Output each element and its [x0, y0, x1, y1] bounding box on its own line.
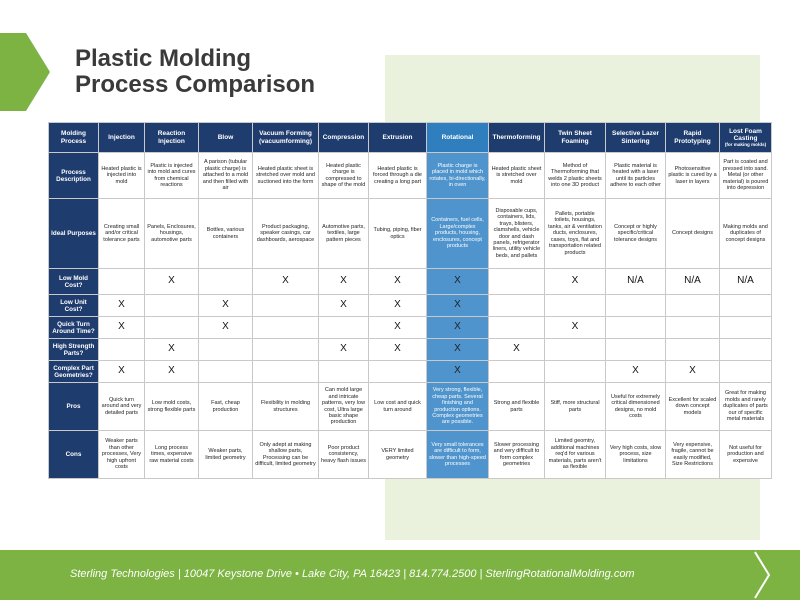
- table-cell: Limited geomtry, additional machines req'd for various materials, parts aren't as flexible: [545, 431, 606, 479]
- table-mark-cell: [489, 317, 545, 339]
- footer-text: Sterling Technologies | 10047 Keystone Drive • Lake City, PA 16423 | 814.774.2500 | SterlingRotationalMolding.com: [70, 568, 635, 580]
- table-cell: Part is coated and pressed into sand. Metal (or other material) is poured into depression: [720, 153, 772, 199]
- table-mark-cell: X: [666, 361, 720, 383]
- row-label: Complex Part Geometries?: [49, 361, 99, 383]
- table-mark-cell: X: [199, 295, 253, 317]
- column-header-label: Compression: [322, 133, 365, 141]
- header-row: [49, 123, 772, 153]
- table-cell: Heated plastic sheet is stretched over mold: [489, 153, 545, 199]
- column-header-label: Twin Sheet Foaming: [558, 130, 592, 145]
- table-mark-cell: [145, 295, 199, 317]
- table-mark-cell: [545, 295, 606, 317]
- column-header-label: Selective Lazer Sintering: [612, 130, 659, 145]
- table-mark-cell: X: [427, 339, 489, 361]
- table-cell: Poor product consistency, heavy flash issues: [319, 431, 369, 479]
- table-mark-cell: X: [369, 269, 427, 295]
- table-cell: Plastic is injected into mold and cures from chemical reactions: [145, 153, 199, 199]
- header-corner: Molding Process: [49, 123, 99, 153]
- column-header: [489, 123, 545, 153]
- title-line-1: Plastic Molding: [75, 45, 252, 72]
- table-cell: Pallets, portable toilets, housings, tanks, air & ventilation ducts, enclosures, cases, toys, flat and transportation related products: [545, 199, 606, 269]
- table-mark-cell: X: [489, 339, 545, 361]
- table-mark-cell: X: [427, 361, 489, 383]
- column-header: [427, 123, 489, 153]
- table-mark-cell: [253, 361, 319, 383]
- table-cell: Making molds and duplicates of concept designs: [720, 199, 772, 269]
- table-cell: Excellent for scaled down concept models: [666, 383, 720, 431]
- chevron-right-icon: [752, 550, 772, 600]
- column-header-label: Blow: [217, 133, 234, 141]
- table-mark-cell: [199, 361, 253, 383]
- row-label: Process Description: [49, 153, 99, 199]
- row-label: High Strength Parts?: [49, 339, 99, 361]
- table-mark-cell: [319, 361, 369, 383]
- table-cell: Heated plastic charge is compressed to shape of the mold: [319, 153, 369, 199]
- table-mark-cell: [369, 361, 427, 383]
- column-header-label: Extrusion: [382, 133, 413, 141]
- row-label: Ideal Purposes: [49, 199, 99, 269]
- table-cell: Method of Thermoforming that welds 2 plastic sheets into one 3D product: [545, 153, 606, 199]
- table-mark-cell: [253, 339, 319, 361]
- table-cell: Very small tolerances are difficult to form, slower than high-speed processes: [427, 431, 489, 479]
- table-cell: Low cost and quick turn around: [369, 383, 427, 431]
- column-header-subtitle: (for making molds): [724, 142, 767, 148]
- column-header: [720, 123, 772, 153]
- column-header: [145, 123, 199, 153]
- table-mark-cell: [720, 361, 772, 383]
- table-cell: Product packaging, speaker casings, car dashboards, aerospace: [253, 199, 319, 269]
- table-cell: Flexibility in molding structures: [253, 383, 319, 431]
- table-mark-cell: X: [145, 361, 199, 383]
- table-mark-cell: [199, 269, 253, 295]
- table-mark-cell: [666, 339, 720, 361]
- table-mark-cell: [720, 295, 772, 317]
- table-cell: Bottles, various containers: [199, 199, 253, 269]
- table-row: [49, 269, 772, 295]
- table-mark-cell: [545, 361, 606, 383]
- table-mark-cell: [606, 317, 666, 339]
- table-mark-cell: [199, 339, 253, 361]
- table-body: [49, 153, 772, 479]
- table-cell: Very high costs, slow process, size limitations: [606, 431, 666, 479]
- table-mark-cell: X: [369, 317, 427, 339]
- table-row: [49, 153, 772, 199]
- table-row: [49, 199, 772, 269]
- column-header-label: Reaction Injection: [157, 130, 186, 145]
- table-cell: Creating small and/or critical tolerance parts: [99, 199, 145, 269]
- table-cell: Great for making molds and rarely duplicates of parts our of specific metal materials: [720, 383, 772, 431]
- table-cell: Heated plastic is forced through a die creating a long part: [369, 153, 427, 199]
- table-cell: Slower processing and very difficult to form complex geometries: [489, 431, 545, 479]
- table-cell: Heated plastic is injected into mold: [99, 153, 145, 199]
- table-row: [49, 383, 772, 431]
- table-mark-cell: N/A: [606, 269, 666, 295]
- chevron-right-icon: [0, 33, 50, 111]
- row-label: Cons: [49, 431, 99, 479]
- table-cell: Automotive parts, textiles, large pattern pieces: [319, 199, 369, 269]
- table-cell: Disposable cups, containers, lids, trays, blisters, clamshells, vehicle door and dash panels, refrigerator liners, utility vehicle beds, and pallets: [489, 199, 545, 269]
- column-header-label: Injection: [108, 133, 135, 141]
- table-mark-cell: X: [606, 361, 666, 383]
- table-cell: Can mold large and intricate patterns, very low cost, Ultra large basic shape production: [319, 383, 369, 431]
- table-mark-cell: [489, 269, 545, 295]
- table-cell: Long process times, expensive raw material costs: [145, 431, 199, 479]
- table-row: [49, 431, 772, 479]
- table-cell: Photosensitive plastic is cured by a laser in layers: [666, 153, 720, 199]
- column-header: [319, 123, 369, 153]
- table-mark-cell: [606, 295, 666, 317]
- table-row: [49, 339, 772, 361]
- table-mark-cell: N/A: [720, 269, 772, 295]
- column-header: [666, 123, 720, 153]
- title-line-2: Process Comparison: [75, 71, 316, 98]
- table-mark-cell: X: [427, 269, 489, 295]
- table-mark-cell: X: [369, 295, 427, 317]
- column-header: [99, 123, 145, 153]
- table-cell: Plastic charge is placed in mold which rotates, bi-directionally, in oven: [427, 153, 489, 199]
- table-cell: Tubing, piping, fiber optics: [369, 199, 427, 269]
- table-mark-cell: [319, 317, 369, 339]
- table-row: [49, 317, 772, 339]
- table-mark-cell: X: [545, 317, 606, 339]
- table-cell: Quick turn around and very detailed parts: [99, 383, 145, 431]
- table-mark-cell: X: [427, 295, 489, 317]
- table-mark-cell: X: [99, 361, 145, 383]
- table-mark-cell: X: [253, 269, 319, 295]
- page-title: [75, 46, 315, 98]
- table-mark-cell: [720, 339, 772, 361]
- table-mark-cell: [99, 269, 145, 295]
- row-label: Pros: [49, 383, 99, 431]
- table-cell: Stiff, more structural parts: [545, 383, 606, 431]
- table-cell: Strong and flexible parts: [489, 383, 545, 431]
- table-cell: Containers, fuel cells, Large/complex products, housing, enclosures, concept products: [427, 199, 489, 269]
- table-mark-cell: X: [369, 339, 427, 361]
- column-header-label: Rotational: [441, 133, 474, 141]
- table-mark-cell: X: [319, 295, 369, 317]
- table-cell: A parison (tubular plastic charge) is attached to a mold and then filled with air: [199, 153, 253, 199]
- table-cell: Plastic material is heated with a laser until its particles adhere to each other: [606, 153, 666, 199]
- table-mark-cell: [666, 317, 720, 339]
- column-header: [369, 123, 427, 153]
- table-row: [49, 295, 772, 317]
- comparison-table: [48, 122, 772, 479]
- table-mark-cell: N/A: [666, 269, 720, 295]
- column-header-label: Thermoforming: [492, 133, 541, 141]
- table-mark-cell: X: [145, 339, 199, 361]
- table-mark-cell: [253, 295, 319, 317]
- row-label: Low Mold Cost?: [49, 269, 99, 295]
- table-mark-cell: X: [545, 269, 606, 295]
- table-mark-cell: X: [99, 317, 145, 339]
- column-header-label: Rapid Prototyping: [674, 130, 711, 145]
- column-header: [199, 123, 253, 153]
- table-cell: Fast, cheap production: [199, 383, 253, 431]
- table-header: [49, 123, 772, 153]
- table-cell: Concept or highly specific/critical tolerance designs: [606, 199, 666, 269]
- table-mark-cell: [145, 317, 199, 339]
- table-mark-cell: [489, 361, 545, 383]
- table-cell: Only adept at making shallow parts, Processing can be difficult, limited geometry: [253, 431, 319, 479]
- table-mark-cell: [720, 317, 772, 339]
- column-header: [606, 123, 666, 153]
- table-mark-cell: [545, 339, 606, 361]
- table-mark-cell: [99, 339, 145, 361]
- row-label: Quick Turn Around Time?: [49, 317, 99, 339]
- table-cell: Concept designs: [666, 199, 720, 269]
- column-header: [545, 123, 606, 153]
- table-cell: Weaker parts, limited geometry: [199, 431, 253, 479]
- table-mark-cell: [606, 339, 666, 361]
- table-mark-cell: X: [319, 339, 369, 361]
- table-mark-cell: X: [99, 295, 145, 317]
- table-cell: Low mold costs, strong flexible parts: [145, 383, 199, 431]
- table-mark-cell: X: [145, 269, 199, 295]
- row-label: Low Unit Cost?: [49, 295, 99, 317]
- table-cell: Heated plastic sheet is stretched over mold and suctioned into the form: [253, 153, 319, 199]
- table-mark-cell: X: [199, 317, 253, 339]
- table-mark-cell: X: [427, 317, 489, 339]
- table-cell: Very expensive, fragile, cannot be easily modified, Size Restrictions: [666, 431, 720, 479]
- table-cell: Useful for extremely critical dimensioned designs, no mold costs: [606, 383, 666, 431]
- column-header: [253, 123, 319, 153]
- table-mark-cell: X: [319, 269, 369, 295]
- table-mark-cell: [253, 317, 319, 339]
- table-cell: Very strong, flexible, cheap parts. Several finishing and production options. Complex geometries are possible.: [427, 383, 489, 431]
- table-cell: Weaker parts than other processes, Very high upfront costs: [99, 431, 145, 479]
- column-header-label: Vacuum Forming (vacuumforming): [258, 130, 313, 145]
- table-mark-cell: [489, 295, 545, 317]
- column-header-label: Lost Foam Casting: [729, 127, 762, 142]
- table-cell: Not useful for production and expensive: [720, 431, 772, 479]
- table-cell: Panels, Enclosures, housings, automotive parts: [145, 199, 199, 269]
- table-cell: VERY limited geometry: [369, 431, 427, 479]
- table-row: [49, 361, 772, 383]
- table-mark-cell: [666, 295, 720, 317]
